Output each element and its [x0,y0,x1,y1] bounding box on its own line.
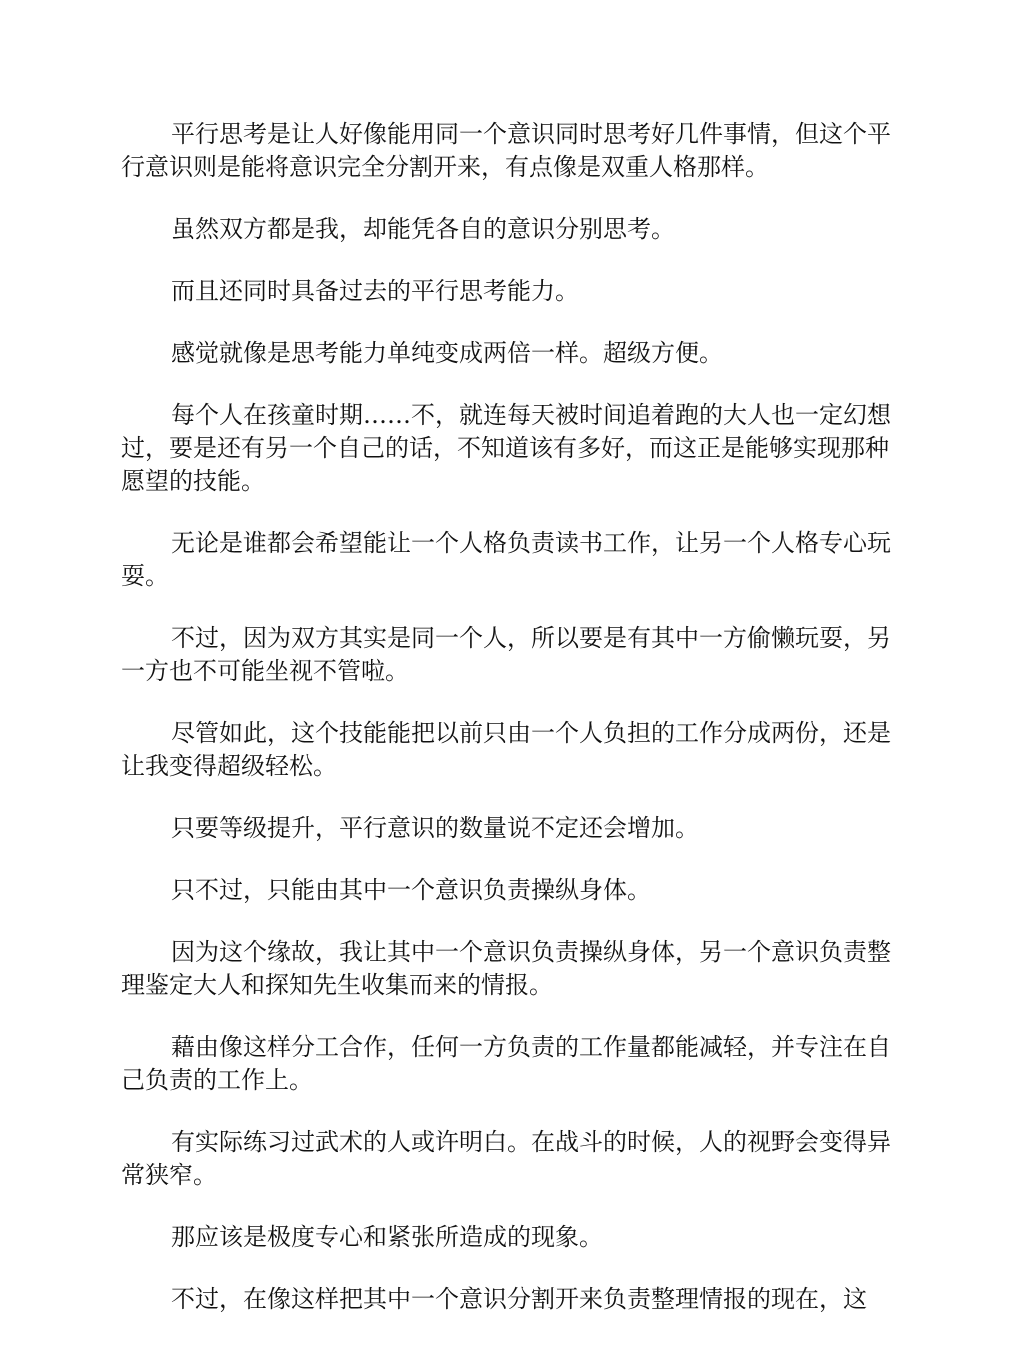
paragraph: 感觉就像是思考能力单纯变成两倍一样。超级方便。 [171,339,723,367]
paragraph: 尽管如此，这个技能能把以前只由一个人负担的工作分成两份，还是让我变得超级轻松。 [121,719,891,780]
paragraph: 虽然双方都是我，却能凭各自的意识分别思考。 [171,215,675,243]
paragraph: 平行思考是让人好像能用同一个意识同时思考好几件事情，但这个平行意识则是能将意识完全分割开来，有点像是双重人格那样。 [121,120,891,181]
paragraph: 藉由像这样分工合作，任何一方负责的工作量都能减轻，并专注在自己负责的工作上。 [121,1033,891,1094]
paragraph: 因为这个缘故，我让其中一个意识负责操纵身体，另一个意识负责整理鉴定大人和探知先生收集而来的情报。 [121,938,891,999]
paragraph: 只不过，只能由其中一个意识负责操纵身体。 [171,876,651,904]
paragraph: 只要等级提升，平行意识的数量说不定还会增加。 [171,814,699,842]
paragraph: 那应该是极度专心和紧张所造成的现象。 [171,1223,603,1251]
paragraph: 不过，在像这样把其中一个意识分割开来负责整理情报的现在，这 [171,1285,867,1313]
paragraph: 不过，因为双方其实是同一个人，所以要是有其中一方偷懒玩耍，另一方也不可能坐视不管啦。 [121,624,891,685]
paragraph: 有实际练习过武术的人或许明白。在战斗的时候，人的视野会变得异常狭窄。 [121,1128,891,1189]
paragraph: 而且还同时具备过去的平行思考能力。 [171,277,579,305]
paragraph: 每个人在孩童时期……不，就连每天被时间追着跑的大人也一定幻想过，要是还有另一个自己的话，不知道该有多好，而这正是能够实现那种愿望的技能。 [121,401,891,495]
paragraph: 无论是谁都会希望能让一个人格负责读书工作，让另一个人格专心玩耍。 [121,529,891,590]
body-text [121,118,898,1345]
